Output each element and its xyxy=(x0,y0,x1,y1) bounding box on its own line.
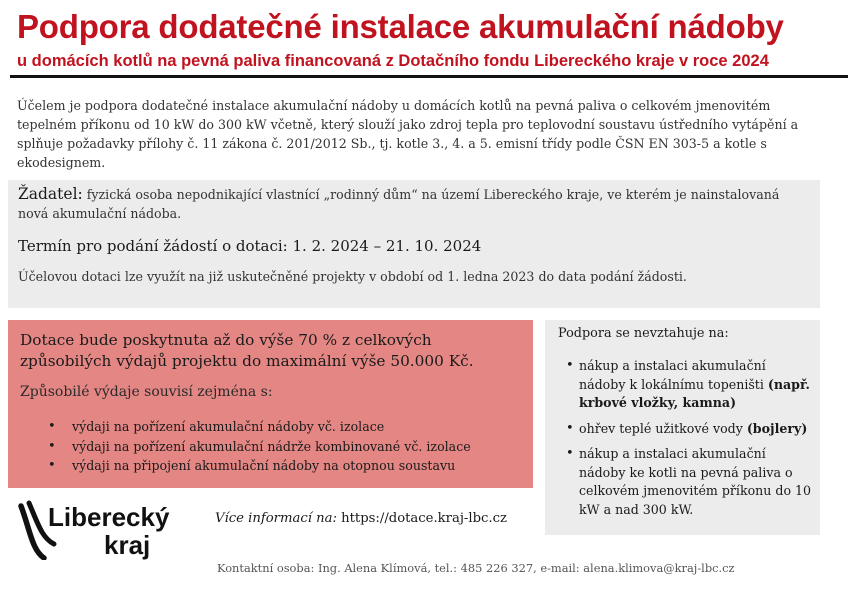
more-info-link[interactable]: https://dotace.kraj-lbc.cz xyxy=(341,511,507,526)
page-title: Podpora dodatečné instalace akumulační nádoby xyxy=(17,8,784,45)
applicant-paragraph xyxy=(18,185,798,223)
title-divider xyxy=(10,75,848,78)
logo-text-line1: Liberecký xyxy=(48,502,170,532)
exclusions-list xyxy=(562,357,812,526)
list-item: • výdaji na pořízení akumulační nádoby vč. izolace xyxy=(54,417,471,437)
applicant-info-box xyxy=(8,180,820,308)
list-item: • výdaji na pořízení akumulační nádrže kombinované vč. izolace xyxy=(54,437,471,457)
exclusions-title: Podpora se nevztahuje na: xyxy=(558,326,729,341)
eligible-costs-title: Způsobilé výdaje souvisí zejména s: xyxy=(20,384,273,400)
logo-text-line2: kraj xyxy=(104,530,151,560)
eligibility-note: Účelovou dotaci lze využít na již uskutečněné projekty v období od 1. ledna 2023 do data podání žádosti. xyxy=(18,269,687,284)
exclusions-box xyxy=(545,320,820,535)
list-item: • nákup a instalaci akumulační nádoby ke kotli na pevná paliva o celkovém jmenovitém příkonu do 10 kW a nad 300 kW. xyxy=(562,445,812,519)
eligible-costs-list xyxy=(54,417,471,476)
applicant-label: Žadatel: xyxy=(18,185,83,203)
intro-paragraph: Účelem je podpora dodatečné instalace akumulační nádoby u domácích kotlů na pevná paliva o celkovém jmenovitém tepelném příkonu od 10 kW do 300 kW včetně, který slouží jako zdroj tepla pro teplovodní soustavu ústředního vytápění a splňuje požadavky přílohy č. 11 zákona č. 201/2012 Sb., tj. kotle 3., 4. a 5. emisní třídy podle ČSN EN 303-5 a kotle s ekodesignem. xyxy=(17,98,799,170)
more-info-label: Více informací na: xyxy=(215,511,337,526)
list-item: • výdaji na připojení akumulační nádoby na otopnou soustavu xyxy=(54,456,471,476)
list-item: • nákup a instalaci akumulační nádoby k lokálnímu topeništi (např. krbové vložky, kamna) xyxy=(562,357,812,413)
liberecky-kraj-logo xyxy=(18,500,178,560)
page-subtitle: u domácích kotlů na pevná paliva financovaná z Dotačního fondu Libereckého kraje v roce 2024 xyxy=(17,52,769,70)
contact-line: Kontaktní osoba: Ing. Alena Klímová, tel.: 485 226 327, e-mail: alena.klimova@kraj-lbc.cz xyxy=(217,561,735,575)
applicant-text: fyzická osoba nepodnikající vlastnící „rodinný dům“ na území Libereckého kraje, ve kterém je nainstalovaná nová akumulační nádoba. xyxy=(18,187,780,221)
list-item: • ohřev teplé užitkové vody (bojlery) xyxy=(562,420,812,439)
more-info xyxy=(215,511,507,526)
deadline-text: Termín pro podání žádostí o dotaci: 1. 2. 2024 – 21. 10. 2024 xyxy=(18,237,482,255)
funding-box xyxy=(8,320,533,488)
funding-main-text: Dotace bude poskytnuta až do výše 70 % z celkových způsobilých výdajů projektu do maximální výše 50.000 Kč. xyxy=(20,331,474,370)
